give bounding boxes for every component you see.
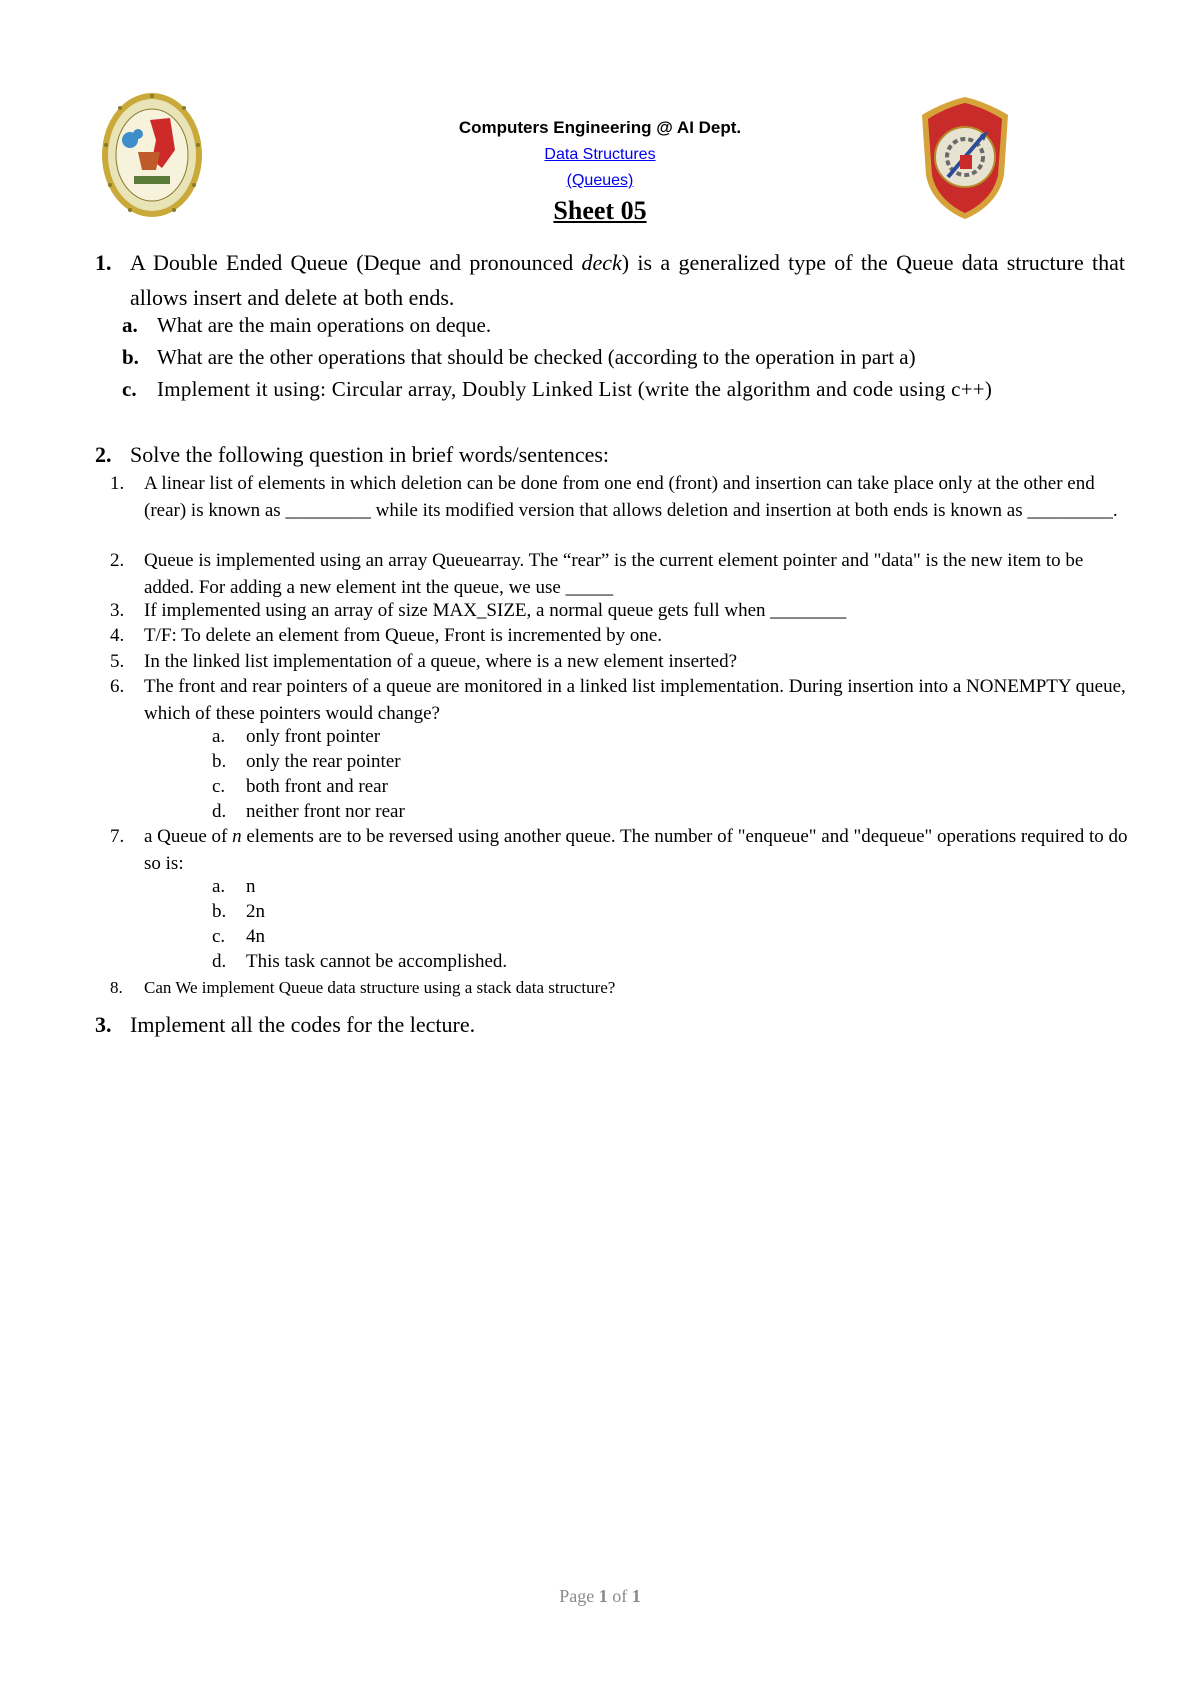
course-link[interactable]: Data Structures [544, 146, 656, 163]
option-item: a. n [212, 876, 256, 897]
list-item: 6. The front and rear pointers of a queue are monitored in a linked list implementation. During insertion into a NONEMPTY queue, which of these pointers would change? [110, 676, 1126, 724]
option-item: d. This task cannot be accomplished. [212, 951, 508, 972]
option-item: a. only front pointer [212, 726, 381, 747]
list-item: 8. Can We implement Queue data structure using a stack data structure? [110, 978, 616, 997]
question-1-part-b: b. What are the other operations that should be checked (according to the operation in part a) [122, 345, 916, 369]
department-title: Computers Engineering @ AI Dept. [458, 118, 742, 137]
sheet-title: Sheet 05 [553, 196, 647, 225]
list-item: 5. In the linked list implementation of a queue, where is a new element inserted? [110, 651, 738, 672]
option-item: c. both front and rear [212, 776, 388, 797]
question-text: A Double Ended Queue (Deque and pronounced deck) is a generalized type of the Queue data structure that allows insert and delete at both ends. [130, 250, 1125, 310]
option-item: b. 2n [212, 901, 265, 922]
question-number: 1. [95, 250, 112, 275]
question-number: 2. [95, 442, 112, 467]
question-1 [95, 245, 1125, 315]
question-1-part-c: c. Implement it using: Circular array, Doubly Linked List (write the algorithm and code using c++) [122, 377, 993, 401]
list-item: 1. A linear list of elements in which deletion can be done from one end (front) and insertion can take place only at the other end (rear) is known as _________ while its modified version that allows deletion and insertion at both ends is known as _________. [110, 473, 1118, 521]
option-item: b. only the rear pointer [212, 751, 401, 772]
list-item: 3. If implemented using an array of size MAX_SIZE, a normal queue gets full when ________ [110, 600, 847, 621]
question-3 [95, 1007, 1125, 1042]
question-2 [95, 437, 1125, 472]
list-item: 4. T/F: To delete an element from Queue, Front is incremented by one. [110, 625, 663, 646]
question-1-part-a: a. What are the main operations on deque. [122, 313, 492, 337]
option-item: d. neither front nor rear [212, 801, 405, 822]
list-item: 2. Queue is implemented using an array Queuearray. The “rear” is the current element pointer and "data" is the new item to be added. For adding a new element int the queue, we use _____ [110, 550, 1084, 598]
question-text: Solve the following question in brief words/sentences: [130, 442, 610, 467]
topic-link[interactable]: (Queues) [566, 172, 634, 189]
page-footer: Page 1 of 1 [559, 1586, 641, 1606]
question-number: 3. [95, 1012, 112, 1037]
question-text: Implement all the codes for the lecture. [130, 1012, 476, 1037]
option-item: c. 4n [212, 926, 265, 947]
list-item: 7. a Queue of n elements are to be reversed using another queue. The number of "enqueue" and "dequeue" operations required to do so is: [110, 826, 1128, 874]
